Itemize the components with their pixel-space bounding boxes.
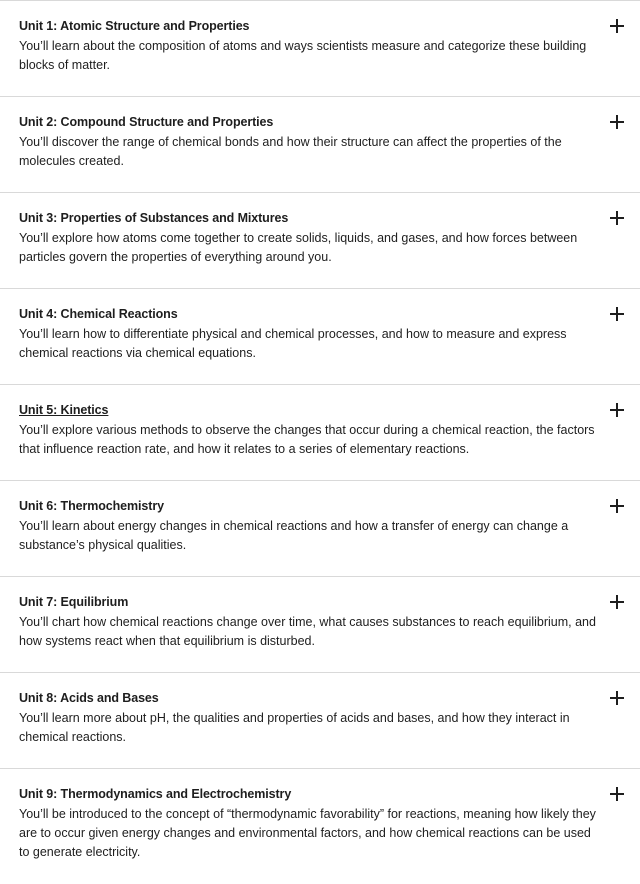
expand-button[interactable] [608, 401, 626, 419]
plus-icon [608, 17, 626, 35]
accordion-item-unit-8[interactable] [0, 673, 640, 769]
accordion-item-unit-6[interactable] [0, 481, 640, 577]
plus-icon [608, 689, 626, 707]
unit-description: You’ll explore various methods to observe the changes that occur during a chemical reaction, the factors that influence reaction rate, and how it relates to a series of elementary reactions. [19, 423, 595, 456]
unit-title[interactable]: Unit 9: Thermodynamics and Electrochemistry [19, 787, 292, 801]
accordion-item-unit-1[interactable] [0, 1, 640, 97]
unit-description: You’ll be introduced to the concept of “thermodynamic favorability” for reactions, meaning how likely they are to occur given energy changes and environmental factors, and how chemical reactions can be used to generate electricity. [19, 807, 596, 859]
plus-icon [608, 401, 626, 419]
unit-title[interactable]: Unit 7: Equilibrium [19, 595, 129, 609]
unit-description: You’ll learn how to differentiate physical and chemical processes, and how to measure and express chemical reactions via chemical equations. [19, 327, 567, 360]
unit-title[interactable]: Unit 1: Atomic Structure and Properties [19, 19, 250, 33]
unit-description: You’ll discover the range of chemical bonds and how their structure can affect the properties of the molecules created. [19, 135, 562, 168]
accordion-item-unit-7[interactable] [0, 577, 640, 673]
unit-description: You’ll chart how chemical reactions change over time, what causes substances to reach equilibrium, and how systems react when that equilibrium is disturbed. [19, 615, 596, 648]
plus-icon [608, 113, 626, 131]
plus-icon [608, 497, 626, 515]
plus-icon [608, 593, 626, 611]
unit-description: You’ll learn more about pH, the qualities and properties of acids and bases, and how they interact in chemical reactions. [19, 711, 570, 744]
unit-title[interactable]: Unit 5: Kinetics [19, 403, 109, 417]
expand-button[interactable] [608, 497, 626, 515]
accordion-item-unit-2[interactable] [0, 97, 640, 193]
unit-description: You’ll learn about energy changes in chemical reactions and how a transfer of energy can change a substance’s physical qualities. [19, 519, 569, 552]
expand-button[interactable] [608, 113, 626, 131]
plus-icon [608, 785, 626, 803]
unit-title[interactable]: Unit 2: Compound Structure and Properties [19, 115, 274, 129]
accordion-item-unit-3[interactable] [0, 193, 640, 289]
unit-title[interactable]: Unit 6: Thermochemistry [19, 499, 164, 513]
expand-button[interactable] [608, 305, 626, 323]
expand-button[interactable] [608, 17, 626, 35]
unit-title[interactable]: Unit 3: Properties of Substances and Mixtures [19, 211, 289, 225]
expand-button[interactable] [608, 209, 626, 227]
expand-button[interactable] [608, 689, 626, 707]
plus-icon [608, 305, 626, 323]
expand-button[interactable] [608, 785, 626, 803]
expand-button[interactable] [608, 593, 626, 611]
unit-description: You’ll learn about the composition of atoms and ways scientists measure and categorize these building blocks of matter. [19, 39, 587, 72]
accordion-item-unit-4[interactable] [0, 289, 640, 385]
unit-description: You’ll explore how atoms come together to create solids, liquids, and gases, and how forces between particles govern the properties of everything around you. [19, 231, 578, 264]
accordion-item-unit-9[interactable] [0, 769, 640, 878]
unit-title[interactable]: Unit 8: Acids and Bases [19, 691, 159, 705]
plus-icon [608, 209, 626, 227]
accordion-item-unit-5[interactable] [0, 385, 640, 481]
unit-title[interactable]: Unit 4: Chemical Reactions [19, 307, 178, 321]
